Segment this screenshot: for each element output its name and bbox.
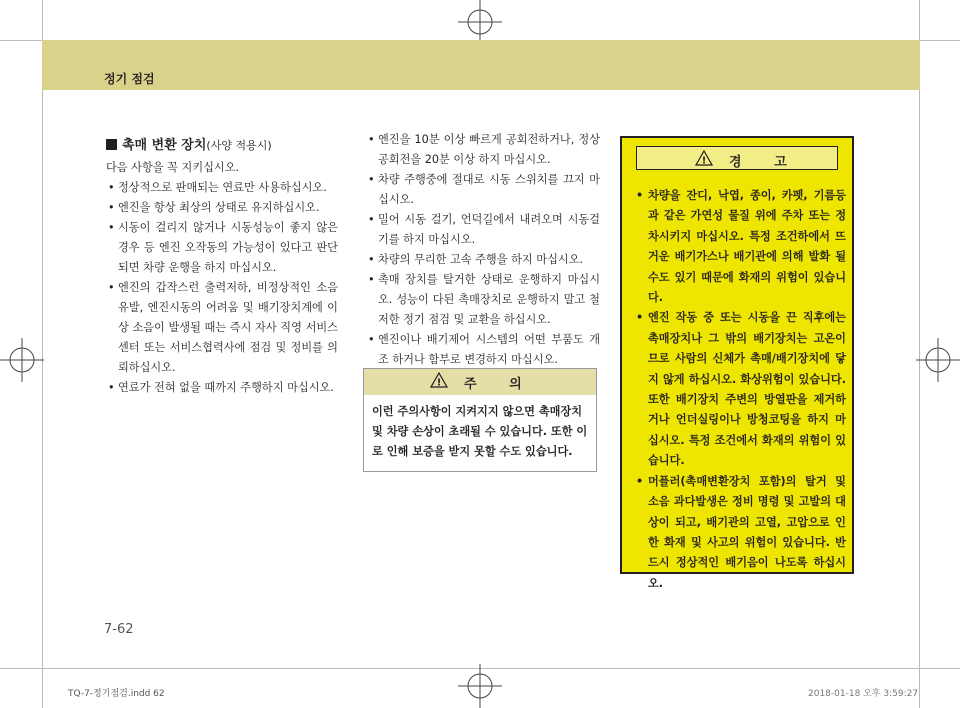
section-intro: 다음 사항을 꼭 지키십시오. <box>106 161 240 174</box>
registration-mark-icon <box>450 0 510 44</box>
caution-text: 이런 주의사항이 지켜지지 않으면 촉매장치 및 차량 손상이 초래될 수 있습니다. 또한 이로 인해 보증을 받지 못할 수도 있습니다. <box>372 405 588 458</box>
warning-box <box>620 136 854 590</box>
list-item: • 정상적으로 판매되는 연료만 사용하십시오. <box>106 178 338 198</box>
section-column-2 <box>366 130 600 370</box>
list-item: • 엔진이나 배기제어 시스템의 어떤 부품도 개조 하거나 함부로 변경하지 마십시오. <box>366 330 600 370</box>
list-item: • 밀어 시동 걸기, 언덕길에서 내려오며 시동걸기를 하지 마십시오. <box>366 210 600 250</box>
caution-box <box>363 368 597 472</box>
svg-text:!: ! <box>701 155 707 166</box>
list-item: • 시동이 걸리지 않거나 시동성능이 좋지 않은 경우 등 엔진 오작동의 가능성이 있다고 판단되면 차량 운행을 하지 마십시오. <box>106 218 338 278</box>
list-item: • 촉매 장치를 탈거한 상태로 운행하지 마십시오. 성능이 다된 촉매장치로 운행하지 말고 철저한 정기 점검 및 교환을 하십시오. <box>366 270 600 330</box>
list-item: • 머플러(촉매변환장치 포함)의 탈거 및 소음 과다발생은 정비 명령 및 고발의 대상이 되고, 배기관의 고열, 고압으로 인한 화재 및 사고의 위험이 있습니다. 반드시 정상적인 배기음이 나도록 하십시오. <box>634 472 846 594</box>
page-number: 7-62 <box>104 622 134 637</box>
footer-file-info: TQ-7-정기점검.indd 62 <box>68 689 165 699</box>
warning-list <box>634 186 846 594</box>
header-band <box>42 40 920 90</box>
list-item: • 엔진의 갑작스런 출력저하, 비정상적인 소음 유발, 엔진시동의 어려움 및 배기장치계에 이상 소음이 발생될 때는 즉시 자사 직영 서비스센터 또는 서비스협력사에 점검 및 정비를 의뢰하십시오. <box>106 278 338 378</box>
registration-mark-icon <box>450 664 510 708</box>
list-item: • 엔진 작동 중 또는 시동을 끈 직후에는 촉매장치나 그 밖의 배기장치는 고온이므로 사람의 신체가 촉매/배기장치에 닿지 않게 하십시오. 화상위험이 있습니다. 또한 배기장치 주변의 방열판을 제거하거나 언더실링이나 방청코팅을 하지 마십시오. 특정 조건에서 화재의 위험이 있습니다. <box>634 308 846 471</box>
caution-header <box>364 369 596 395</box>
precaution-list-continued <box>366 130 600 370</box>
list-item: • 차량 주행중에 절대로 시동 스위치를 끄지 마십시오. <box>366 170 600 210</box>
warning-title: 경 고 <box>729 155 801 170</box>
square-bullet-icon <box>106 139 117 150</box>
section-column-1 <box>106 136 338 398</box>
warning-triangle-icon <box>695 150 713 166</box>
svg-text:!: ! <box>436 377 442 388</box>
footer-timestamp: 2018-01-18 오후 3:59:27 <box>808 689 919 699</box>
warning-triangle-icon <box>430 372 448 388</box>
section-title-note: (사양 적용시) <box>206 139 272 152</box>
registration-mark-icon <box>0 330 44 390</box>
caution-title: 주 의 <box>464 377 536 392</box>
list-item: • 엔진을 항상 최상의 상태로 유지하십시오. <box>106 198 338 218</box>
page-header-title: 정기 점검 <box>104 72 155 86</box>
list-item: • 차량을 잔디, 낙엽, 종이, 카펫, 기름등과 같은 가연성 물질 위에 주차 또는 정차시키지 마십시오. 특정 조건하에서 뜨거운 배기가스나 배기관에 의해 발화 될 수도 있기 때문에 화재의 위험이 있습니다. <box>634 186 846 308</box>
warning-header <box>636 146 838 170</box>
list-item: • 엔진을 10분 이상 빠르게 공회전하거나, 정상 공회전을 20분 이상 하지 마십시오. <box>366 130 600 170</box>
precaution-list <box>106 178 338 398</box>
registration-mark-icon <box>916 330 960 390</box>
section-title: 촉매 변환 장치(사양 적용시) <box>106 136 338 156</box>
list-item: • 차량의 무리한 고속 주행을 하지 마십시오. <box>366 250 600 270</box>
list-item: • 연료가 전혀 없을 때까지 주행하지 마십시오. <box>106 378 338 398</box>
